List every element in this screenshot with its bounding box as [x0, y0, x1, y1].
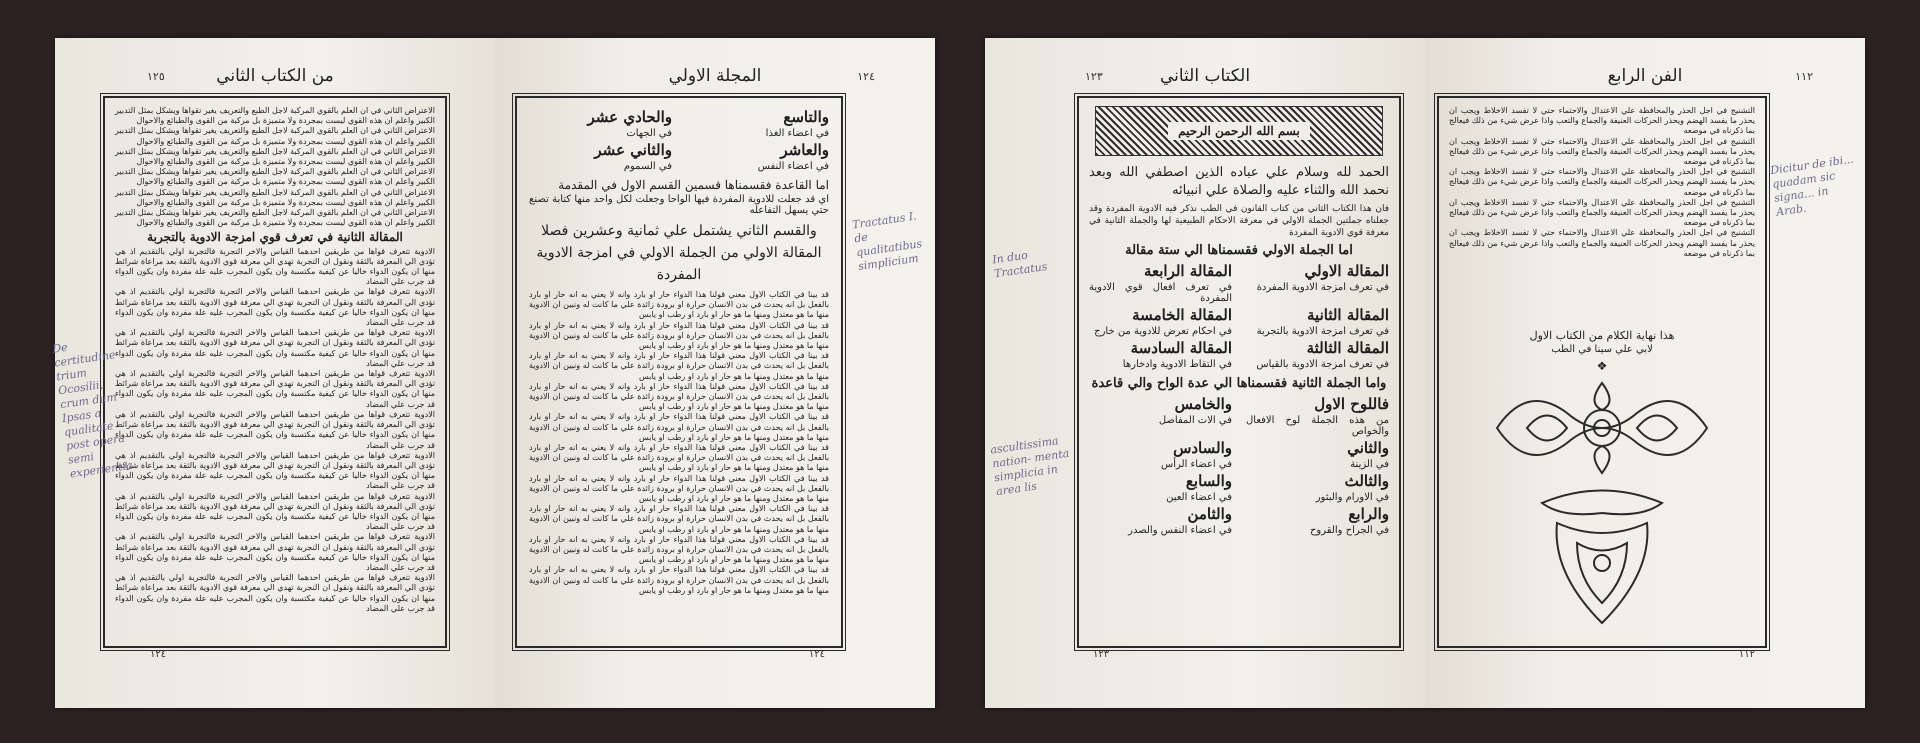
- running-header: الكتاب الثاني: [1159, 66, 1251, 86]
- running-header: من الكتاب الثاني: [216, 66, 334, 86]
- body-text: الادوية تتعرف قواها من طريقين احدهما القياس والاخر التجربة فالتجربة اولي بالتقديم اذ هي تؤدي الي المعرفة بالثقة ونقول ان التجربة تهدي الي معرفة قوي الادوية بالثقة بعد مراعاة شرائط منها ان يكون الدواء خاليا عن كيفية مكتسبة وان يكون المجرب عليه علة مفردة وان يكون الدواء قد جرب علي المضاد: [115, 287, 436, 328]
- text-block: [103, 96, 447, 648]
- toc-subtitle: في اعضاء الغذا: [765, 128, 829, 139]
- text-block: [515, 96, 843, 648]
- body-text: قد بينا في الكتاب الاول معني قولنا هذا الدواء حار او بارد وانه لا يعني به انه حار او بارد بالفعل بل انه يحدث في بدن الانسان حرارة او برودة زائدة علي ما كانت له ونبين ان الادوية منها ما هو معتدل ومنها ما هو حار او بارد او رطب او يابس: [529, 473, 829, 504]
- section-heading: اما الجملة الاولي فقسمناها الي ستة مقالة: [1125, 243, 1353, 258]
- table-of-contents: [1089, 395, 1389, 536]
- toc-subtitle: في التقاط الادوية وادخارها: [1122, 359, 1232, 370]
- body-text: قد بينا في الكتاب الاول معني قولنا هذا الدواء حار او بارد وانه لا يعني به انه حار او بارد بالفعل بل انه يحدث في بدن الانسان حرارة او برودة زائدة علي ما كانت له ونبين ان الادوية منها ما هو معتدل ومنها ما هو حار او بارد او رطب او يابس: [529, 534, 829, 565]
- colophon-subline: لابي علي سينا في الطب: [1551, 344, 1653, 356]
- handwritten-margin-note: ascultissima nation- menta simplicia in area lis: [989, 434, 1071, 499]
- toc-subtitle: في اعضاء العين: [1166, 492, 1232, 503]
- body-text: فان هذا الكتاب الثاني من كتاب القانون في الطب نذكر فيه الادوية المفردة وقد جعلناه جملتين الجملة الاولي في معرفة الاحكام الطبيعية لها والجملة الثانية في معرفة قوي الادوية المفردة: [1089, 204, 1389, 238]
- toc-heading: والتاسع: [783, 108, 829, 126]
- table-of-contents: [529, 108, 829, 172]
- toc-heading: المقالة الاولي: [1304, 262, 1389, 280]
- arabesque-ornament-icon: [1487, 373, 1717, 483]
- text-block: [1437, 96, 1767, 648]
- body-text: الادوية تتعرف قواها من طريقين احدهما القياس والاخر التجربة فالتجربة اولي بالتقديم اذ هي تؤدي الي المعرفة بالثقة ونقول ان التجربة تهدي الي معرفة قوي الادوية بالثقة بعد مراعاة شرائط منها ان يكون الدواء خاليا عن كيفية مكتسبة وان يكون المجرب عليه علة مفردة وان يكون الدواء قد جرب علي المضاد: [115, 573, 436, 613]
- signature-mark: ١١٢: [1738, 649, 1755, 660]
- basmala: بسم الله الرحمن الرحيم: [1168, 122, 1310, 140]
- left-book-spread: [51, 38, 935, 708]
- folio-number: ١٢٣: [1085, 70, 1103, 83]
- body-text: الادوية تتعرف قواها من طريقين احدهما القياس والاخر التجربة فالتجربة اولي بالتقديم اذ هي تؤدي الي المعرفة بالثقة ونقول ان التجربة تهدي الي معرفة قوي الادوية بالثقة بعد مراعاة شرائط منها ان يكون الدواء خاليا عن كيفية مكتسبة وان يكون المجرب عليه علة مفردة وان يكون الدواء قد جرب علي المضاد: [115, 491, 436, 532]
- opening-line: الحمد لله وسلام علي عباده الذين اصطفي الله وبعد نحمد الله والثناء عليه والصلاة علي انبيائه: [1089, 165, 1389, 198]
- running-header: الفن الرابع: [1607, 66, 1683, 86]
- text-block: [1077, 96, 1401, 648]
- table-of-contents: [1089, 262, 1389, 370]
- body-text: الاعتراض الثاني في ان العلم بالقوي المركبة لاجل الطبع والتعريف يغير تقواها ويشكل بمثل التدبير الكبير واعلم ان هذه القوي ليست بمجردة ولا متميزة بل مركبة من القوى والطبائع والاحوال: [115, 126, 435, 146]
- pendant-ornament-icon: [1532, 483, 1672, 633]
- section-heading: المقالة الثانية في تعرف قوي امزجة الادوية بالتجربة: [147, 230, 403, 245]
- toc-heading: والحادي عشر: [587, 108, 672, 126]
- right-book-spread: [985, 38, 1865, 708]
- toc-subtitle: في الاورام والبثور: [1315, 492, 1389, 503]
- toc-subtitle: في اعضاء النفس والصدر: [1128, 525, 1232, 536]
- page-right-recto: [1425, 38, 1865, 708]
- running-header: المجلة الاولي: [668, 66, 762, 86]
- signature-mark: ١٢٤: [808, 649, 825, 660]
- toc-heading: فاللوح الاول: [1314, 395, 1389, 413]
- toc-subtitle: في السموم: [623, 161, 672, 172]
- body-text: الاعتراض الثاني في ان العلم بالقوي المركبة لاجل الطبع والتعريف يغير تقواها ويشكل بمثل التدبير الكبير واعلم ان هذه القوي ليست بمجردة ولا متميزة بل مركبة من القوى والطبائع والاحوال: [115, 167, 435, 187]
- text-line: اما القاعدة فقسمناها قسمين القسم الاول في المقدمة: [558, 178, 829, 192]
- body-text: قد بينا في الكتاب الاول معني قولنا هذا الدواء حار او بارد وانه لا يعني به انه حار او بارد بالفعل بل انه يحدث في بدن الانسان حرارة او برودة زائدة علي ما كانت له ونبين ان الادوية منها ما هو معتدل ومنها ما هو حار او بارد او رطب او يابس: [529, 351, 829, 381]
- body-text: قد بينا في الكتاب الاول معني قولنا هذا الدواء حار او بارد وانه لا يعني به انه حار او بارد بالفعل بل انه يحدث في بدن الانسان حرارة او برودة زائدة علي ما كانت له ونبين ان الادوية منها ما هو معتدل ومنها ما هو حار او بارد او رطب او يابس: [529, 565, 829, 595]
- toc-heading: والسادس: [1173, 439, 1232, 457]
- toc-subtitle: في تعرف امزجة الادوية بالقياس: [1256, 359, 1389, 370]
- handwritten-margin-note: In duo Tractatus: [991, 248, 1049, 281]
- body-text: قد بينا في الكتاب الاول معني قولنا هذا الدواء حار او بارد وانه لا يعني به انه حار او بارد بالفعل بل انه يحدث في بدن الانسان حرارة او برودة زائدة علي ما كانت له ونبين ان الادوية منها ما هو معتدل ومنها ما هو حار او بارد او رطب او يابس: [529, 290, 829, 320]
- folio-number: ١٢٥: [147, 70, 165, 83]
- toc-subtitle: في الات المفاصل: [1158, 415, 1232, 426]
- toc-subtitle: في الجراح والقروح: [1309, 525, 1389, 536]
- toc-heading: المقالة الرابعة: [1143, 262, 1232, 280]
- folio-number: ١٢٤: [857, 70, 875, 83]
- toc-subtitle: في اعضاء النفس: [757, 161, 829, 172]
- toc-subtitle: في تعرف امزجة الادوية المفردة: [1256, 282, 1389, 293]
- signature-mark: ١٢٤: [150, 649, 167, 660]
- toc-heading: المقالة الثالثة: [1306, 339, 1389, 357]
- body-text: الاعتراض الثاني في ان العلم بالقوي المركبة لاجل الطبع والتعريف يغير تقواها ويشكل بمثل التدبير الكبير واعلم ان هذه القوي ليست بمجردة ولا متميزة بل مركبة من القوى والطبائع والاحوال: [115, 146, 435, 167]
- body-text: الاعتراض الثاني في ان العلم بالقوي المركبة لاجل الطبع والتعريف يغير تقواها ويشكل بمثل التدبير الكبير واعلم ان هذه القوي ليست بمجردة ولا متميزة بل مركبة من القوى والطبائع والاحوال: [115, 187, 435, 207]
- body-text: التشنيج في اجل الحذر والمحافظة علي الاعتدال والاحتماء حتي لا تفسد الاخلاط ويجب ان يحذر ما يفسد الهضم ويحذر الحركات العنيفة والجماع والتعب واذا عرض شيء من ذلك فيعالج بما ذكرناه في موضعه: [1449, 167, 1755, 197]
- toc-heading: المقالة الخامسة: [1132, 306, 1232, 324]
- body-text: التشنيج في اجل الحذر والمحافظة علي الاعتدال والاحتماء حتي لا تفسد الاخلاط ويجب ان يحذر ما يفسد الهضم ويحذر الحركات العنيفة والجماع والتعب واذا عرض شيء من ذلك فيعالج بما ذكرناه في موضعه: [1449, 106, 1755, 136]
- toc-heading: والعاشر: [780, 141, 829, 159]
- text-line: والقسم الثاني يشتمل علي ثمانية وعشرين فصلا: [541, 223, 817, 239]
- page-left-recto: [495, 38, 935, 708]
- body-text: قد بينا في الكتاب الاول معني قولنا هذا الدواء حار او بارد وانه لا يعني به انه حار او بارد بالفعل بل انه يحدث في بدن الانسان حرارة او برودة زائدة علي ما كانت له ونبين ان الادوية منها ما هو معتدل ومنها ما هو حار او بارد او رطب او يابس: [529, 381, 829, 412]
- toc-heading: المقالة السادسة: [1130, 339, 1232, 357]
- body-text: الادوية تتعرف قواها من طريقين احدهما القياس والاخر التجربة فالتجربة اولي بالتقديم اذ هي تؤدي الي المعرفة بالثقة ونقول ان التجربة تهدي الي معرفة قوي الادوية بالثقة بعد مراعاة شرائط منها ان يكون الدواء خاليا عن كيفية مكتسبة وان يكون المجرب عليه علة مفردة وان يكون الدواء قد جرب علي المضاد: [115, 369, 436, 409]
- handwritten-margin-note: De certitudine trium Ocosilii, crum dum Ipsas a qualitate post opera semi experientia: [51, 340, 134, 481]
- toc-subtitle: في تعرف افعال قوي الادوية المفردة: [1089, 282, 1232, 304]
- toc-subtitle: في الجهات: [626, 128, 672, 139]
- toc-heading: المقالة الثانية: [1307, 306, 1389, 324]
- toc-heading: والثالث: [1344, 472, 1389, 490]
- body-text: قد بينا في الكتاب الاول معني قولنا هذا الدواء حار او بارد وانه لا يعني به انه حار او بارد بالفعل بل انه يحدث في بدن الانسان حرارة او برودة زائدة علي ما كانت له ونبين ان الادوية منها ما هو معتدل ومنها ما هو حار او بارد او رطب او يابس: [529, 320, 829, 351]
- toc-heading: والثاني عشر: [594, 141, 672, 159]
- chapter-title: المقالة الاولي من الجملة الاولي في امزجة الادوية المفردة: [536, 245, 822, 283]
- colophon-line: هذا نهاية الكلام من الكتاب الاول: [1529, 329, 1675, 343]
- body-text: الادوية تتعرف قواها من طريقين احدهما القياس والاخر التجربة فالتجربة اولي بالتقديم اذ هي تؤدي الي المعرفة بالثقة ونقول ان التجربة تهدي الي معرفة قوي الادوية بالثقة بعد مراعاة شرائط منها ان يكون الدواء خاليا عن كيفية مكتسبة وان يكون المجرب عليه علة مفردة وان يكون الدواء قد جرب علي المضاد: [115, 450, 436, 491]
- body-text: الاعتراض الثاني في ان العلم بالقوي المركبة لاجل الطبع والتعريف يغير تقواها ويشكل بمثل التدبير الكبير واعلم ان هذه القوي ليست بمجردة ولا متميزة بل مركبة من القوى والطبائع والاحوال: [115, 106, 435, 126]
- fleuron-icon: ❖: [1596, 359, 1608, 374]
- body-text: الادوية تتعرف قواها من طريقين احدهما القياس والاخر التجربة فالتجربة اولي بالتقديم اذ هي تؤدي الي المعرفة بالثقة ونقول ان التجربة تهدي الي معرفة قوي الادوية بالثقة بعد مراعاة شرائط منها ان يكون الدواء خاليا عن كيفية مكتسبة وان يكون المجرب عليه علة مفردة وان يكون الدواء قد جرب علي المضاد: [115, 328, 436, 368]
- toc-heading: والسابع: [1185, 472, 1232, 490]
- handwritten-margin-note: Tractatus I. de qualitatibus simplicium: [851, 209, 923, 274]
- body-text: الادوية تتعرف قواها من طريقين احدهما القياس والاخر التجربة فالتجربة اولي بالتقديم اذ هي تؤدي الي المعرفة بالثقة ونقول ان التجربة تهدي الي معرفة قوي الادوية بالثقة بعد مراعاة شرائط منها ان يكون الدواء خاليا عن كيفية مكتسبة وان يكون المجرب عليه علة مفردة وان يكون الدواء قد جرب علي المضاد: [115, 532, 436, 572]
- body-text: الادوية تتعرف قواها من طريقين احدهما القياس والاخر التجربة فالتجربة اولي بالتقديم اذ هي تؤدي الي المعرفة بالثقة ونقول ان التجربة تهدي الي معرفة قوي الادوية بالثقة بعد مراعاة شرائط منها ان يكون الدواء خاليا عن كيفية مكتسبة وان يكون المجرب عليه علة مفردة وان يكون الدواء قد جرب علي المضاد: [115, 246, 436, 287]
- toc-subtitle: في تعرف امزجة الادوية بالتجربة: [1256, 326, 1389, 337]
- toc-heading: والثاني: [1347, 439, 1389, 457]
- toc-subtitle: في اعضاء الرأس: [1161, 459, 1232, 470]
- body-text: قد بينا في الكتاب الاول معني قولنا هذا الدواء حار او بارد وانه لا يعني به انه حار او بارد بالفعل بل انه يحدث في بدن الانسان حرارة او برودة زائدة علي ما كانت له ونبين ان الادوية منها ما هو معتدل ومنها ما هو حار او بارد او رطب او يابس: [529, 412, 829, 442]
- section-heading: واما الجملة الثانية فقسمناها الي عدة الواح والي قاعدة: [1091, 376, 1387, 391]
- text-line: اي قد جعلت للادوية المفردة فيها الواحا وجعلت لكل واحد منها كتابة تصنع حتي يسهل التفاعله: [529, 194, 829, 216]
- body-text: التشنيج في اجل الحذر والمحافظة علي الاعتدال والاحتماء حتي لا تفسد الاخلاط ويجب ان يحذر ما يفسد الهضم ويحذر الحركات العنيفة والجماع والتعب واذا عرض شيء من ذلك فيعالج بما ذكرناه في موضعه: [1449, 228, 1755, 258]
- page-right-verso: [985, 38, 1425, 708]
- body-text: الاعتراض الثاني في ان العلم بالقوي المركبة لاجل الطبع والتعريف يغير تقواها ويشكل بمثل التدبير الكبير واعلم ان هذه القوي ليست بمجردة ولا متميزة بل مركبة من القوى والطبائع والاحوال: [115, 208, 435, 228]
- handwritten-margin-note: Dicitur de ibi... quadam sic signa... in Arab.: [1769, 152, 1855, 219]
- ornamental-headpiece: [1095, 106, 1383, 156]
- toc-subtitle: من هذه الجملة لوح الافعال والخواص: [1246, 415, 1389, 437]
- body-text: الادوية تتعرف قواها من طريقين احدهما القياس والاخر التجربة فالتجربة اولي بالتقديم اذ هي تؤدي الي المعرفة بالثقة ونقول ان التجربة تهدي الي معرفة قوي الادوية بالثقة بعد مراعاة شرائط منها ان يكون الدواء خاليا عن كيفية مكتسبة وان يكون المجرب عليه علة مفردة وان يكون الدواء قد جرب علي المضاد: [115, 409, 436, 450]
- body-text: التشنيج في اجل الحذر والمحافظة علي الاعتدال والاحتماء حتي لا تفسد الاخلاط ويجب ان يحذر ما يفسد الهضم ويحذر الحركات العنيفة والجماع والتعب واذا عرض شيء من ذلك فيعالج بما ذكرناه في موضعه: [1449, 136, 1755, 167]
- signature-mark: ١٢٣: [1093, 649, 1110, 660]
- toc-subtitle: في احكام تعرض للادوية من خارج: [1094, 326, 1232, 337]
- folio-number: ١١٢: [1795, 70, 1813, 83]
- body-text: قد بينا في الكتاب الاول معني قولنا هذا الدواء حار او بارد وانه لا يعني به انه حار او بارد بالفعل بل انه يحدث في بدن الانسان حرارة او برودة زائدة علي ما كانت له ونبين ان الادوية منها ما هو معتدل ومنها ما هو حار او بارد او رطب او يابس: [529, 504, 829, 534]
- toc-heading: والرابع: [1348, 505, 1389, 523]
- toc-subtitle: في الزينة: [1350, 459, 1389, 470]
- body-text: التشنيج في اجل الحذر والمحافظة علي الاعتدال والاحتماء حتي لا تفسد الاخلاط ويجب ان يحذر ما يفسد الهضم ويحذر الحركات العنيفة والجماع والتعب واذا عرض شيء من ذلك فيعالج بما ذكرناه في موضعه: [1449, 197, 1755, 228]
- page-left-verso: [51, 38, 495, 708]
- toc-heading: والخامس: [1174, 395, 1232, 413]
- toc-heading: والثامن: [1187, 505, 1232, 523]
- body-text: قد بينا في الكتاب الاول معني قولنا هذا الدواء حار او بارد وانه لا يعني به انه حار او بارد بالفعل بل انه يحدث في بدن الانسان حرارة او برودة زائدة علي ما كانت له ونبين ان الادوية منها ما هو معتدل ومنها ما هو حار او بارد او رطب او يابس: [529, 443, 829, 473]
